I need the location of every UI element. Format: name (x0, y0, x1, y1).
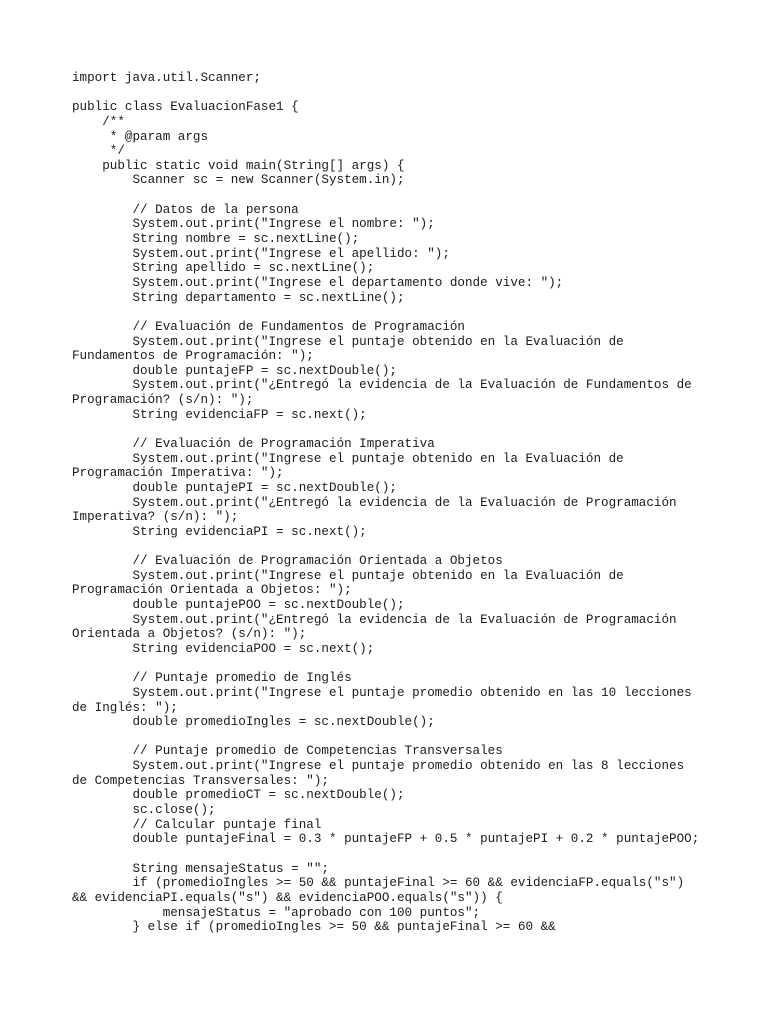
code-line: System.out.print("¿Entregó la evidencia de la Evaluación de Fundamentos de (72, 378, 692, 393)
code-line (72, 305, 712, 320)
code-line (72, 188, 712, 203)
code-line: double puntajePOO = sc.nextDouble(); (72, 598, 405, 613)
code-line: String evidenciaFP = sc.next(); (72, 407, 367, 422)
code-line: Programación Imperativa: "); (72, 466, 284, 481)
code-line: System.out.print("Ingrese el puntaje promedio obtenido en las 10 lecciones (72, 685, 692, 700)
code-line: // Datos de la persona (72, 202, 299, 217)
code-line: double promedioIngles = sc.nextDouble(); (72, 715, 435, 730)
code-line: // Calcular puntaje final (72, 817, 322, 832)
code-line: Scanner sc = new Scanner(System.in); (72, 173, 405, 188)
code-line: System.out.print("Ingrese el puntaje obtenido en la Evaluación de (72, 334, 624, 349)
code-line: de Inglés: "); (72, 700, 178, 715)
code-line: String evidenciaPI = sc.next(); (72, 524, 367, 539)
code-line: System.out.print("Ingrese el nombre: "); (72, 217, 435, 232)
code-line: String evidenciaPOO = sc.next(); (72, 641, 375, 656)
code-line: && evidenciaPI.equals("s") && evidenciaPOO.equals("s")) { (72, 890, 503, 905)
code-line: de Competencias Transversales: "); (72, 773, 329, 788)
code-line: double promedioCT = sc.nextDouble(); (72, 788, 405, 803)
code-line: } else if (promedioIngles >= 50 && puntajeFinal >= 60 && (72, 920, 556, 935)
code-line: */ (72, 144, 125, 159)
code-line: System.out.print("Ingrese el departamento donde vive: "); (72, 275, 564, 290)
code-line: Imperativa? (s/n): "); (72, 510, 239, 525)
code-line (72, 847, 712, 862)
code-line: if (promedioIngles >= 50 && puntajeFinal >= 60 && evidenciaFP.equals("s") (72, 876, 685, 891)
code-line: String nombre = sc.nextLine(); (72, 232, 360, 247)
code-line: double puntajeFP = sc.nextDouble(); (72, 363, 397, 378)
code-line: // Evaluación de Fundamentos de Programación (72, 319, 465, 334)
code-block (72, 71, 712, 935)
code-line: System.out.print("Ingrese el puntaje obtenido en la Evaluación de (72, 451, 624, 466)
code-line: String apellido = sc.nextLine(); (72, 261, 375, 276)
code-line: // Puntaje promedio de Competencias Transversales (72, 744, 503, 759)
code-line (72, 540, 712, 555)
code-line: public static void main(String[] args) { (72, 158, 405, 173)
code-line: // Evaluación de Programación Orientada a Objetos (72, 554, 503, 569)
code-line (72, 730, 712, 745)
code-line: System.out.print("Ingrese el apellido: "); (72, 246, 450, 261)
code-line: import java.util.Scanner; (72, 71, 261, 85)
code-line: String mensajeStatus = ""; (72, 861, 329, 876)
code-line: double puntajePI = sc.nextDouble(); (72, 480, 397, 495)
code-line: Programación Orientada a Objetos: "); (72, 583, 352, 598)
code-line: // Evaluación de Programación Imperativa (72, 437, 435, 452)
code-line (72, 422, 712, 437)
code-line: String departamento = sc.nextLine(); (72, 290, 405, 305)
code-line: // Puntaje promedio de Inglés (72, 671, 352, 686)
code-line: Fundamentos de Programación: "); (72, 349, 314, 364)
code-line: System.out.print("¿Entregó la evidencia de la Evaluación de Programación (72, 495, 677, 510)
code-line (72, 657, 712, 672)
code-line: System.out.print("Ingrese el puntaje obtenido en la Evaluación de (72, 568, 624, 583)
code-line (72, 86, 712, 101)
code-line: Programación? (s/n): "); (72, 393, 254, 408)
code-line: public class EvaluacionFase1 { (72, 100, 299, 115)
code-line: /** (72, 114, 125, 129)
code-line: sc.close(); (72, 803, 216, 818)
code-line: * @param args (72, 129, 209, 144)
code-line: Orientada a Objetos? (s/n): "); (72, 627, 307, 642)
code-line: double puntajeFinal = 0.3 * puntajeFP + 0.5 * puntajePI + 0.2 * puntajePOO; (72, 832, 700, 847)
code-line: mensajeStatus = "aprobado con 100 puntos"; (72, 905, 481, 920)
code-line: System.out.print("¿Entregó la evidencia de la Evaluación de Programación (72, 612, 677, 627)
code-line: System.out.print("Ingrese el puntaje promedio obtenido en las 8 lecciones (72, 759, 685, 774)
